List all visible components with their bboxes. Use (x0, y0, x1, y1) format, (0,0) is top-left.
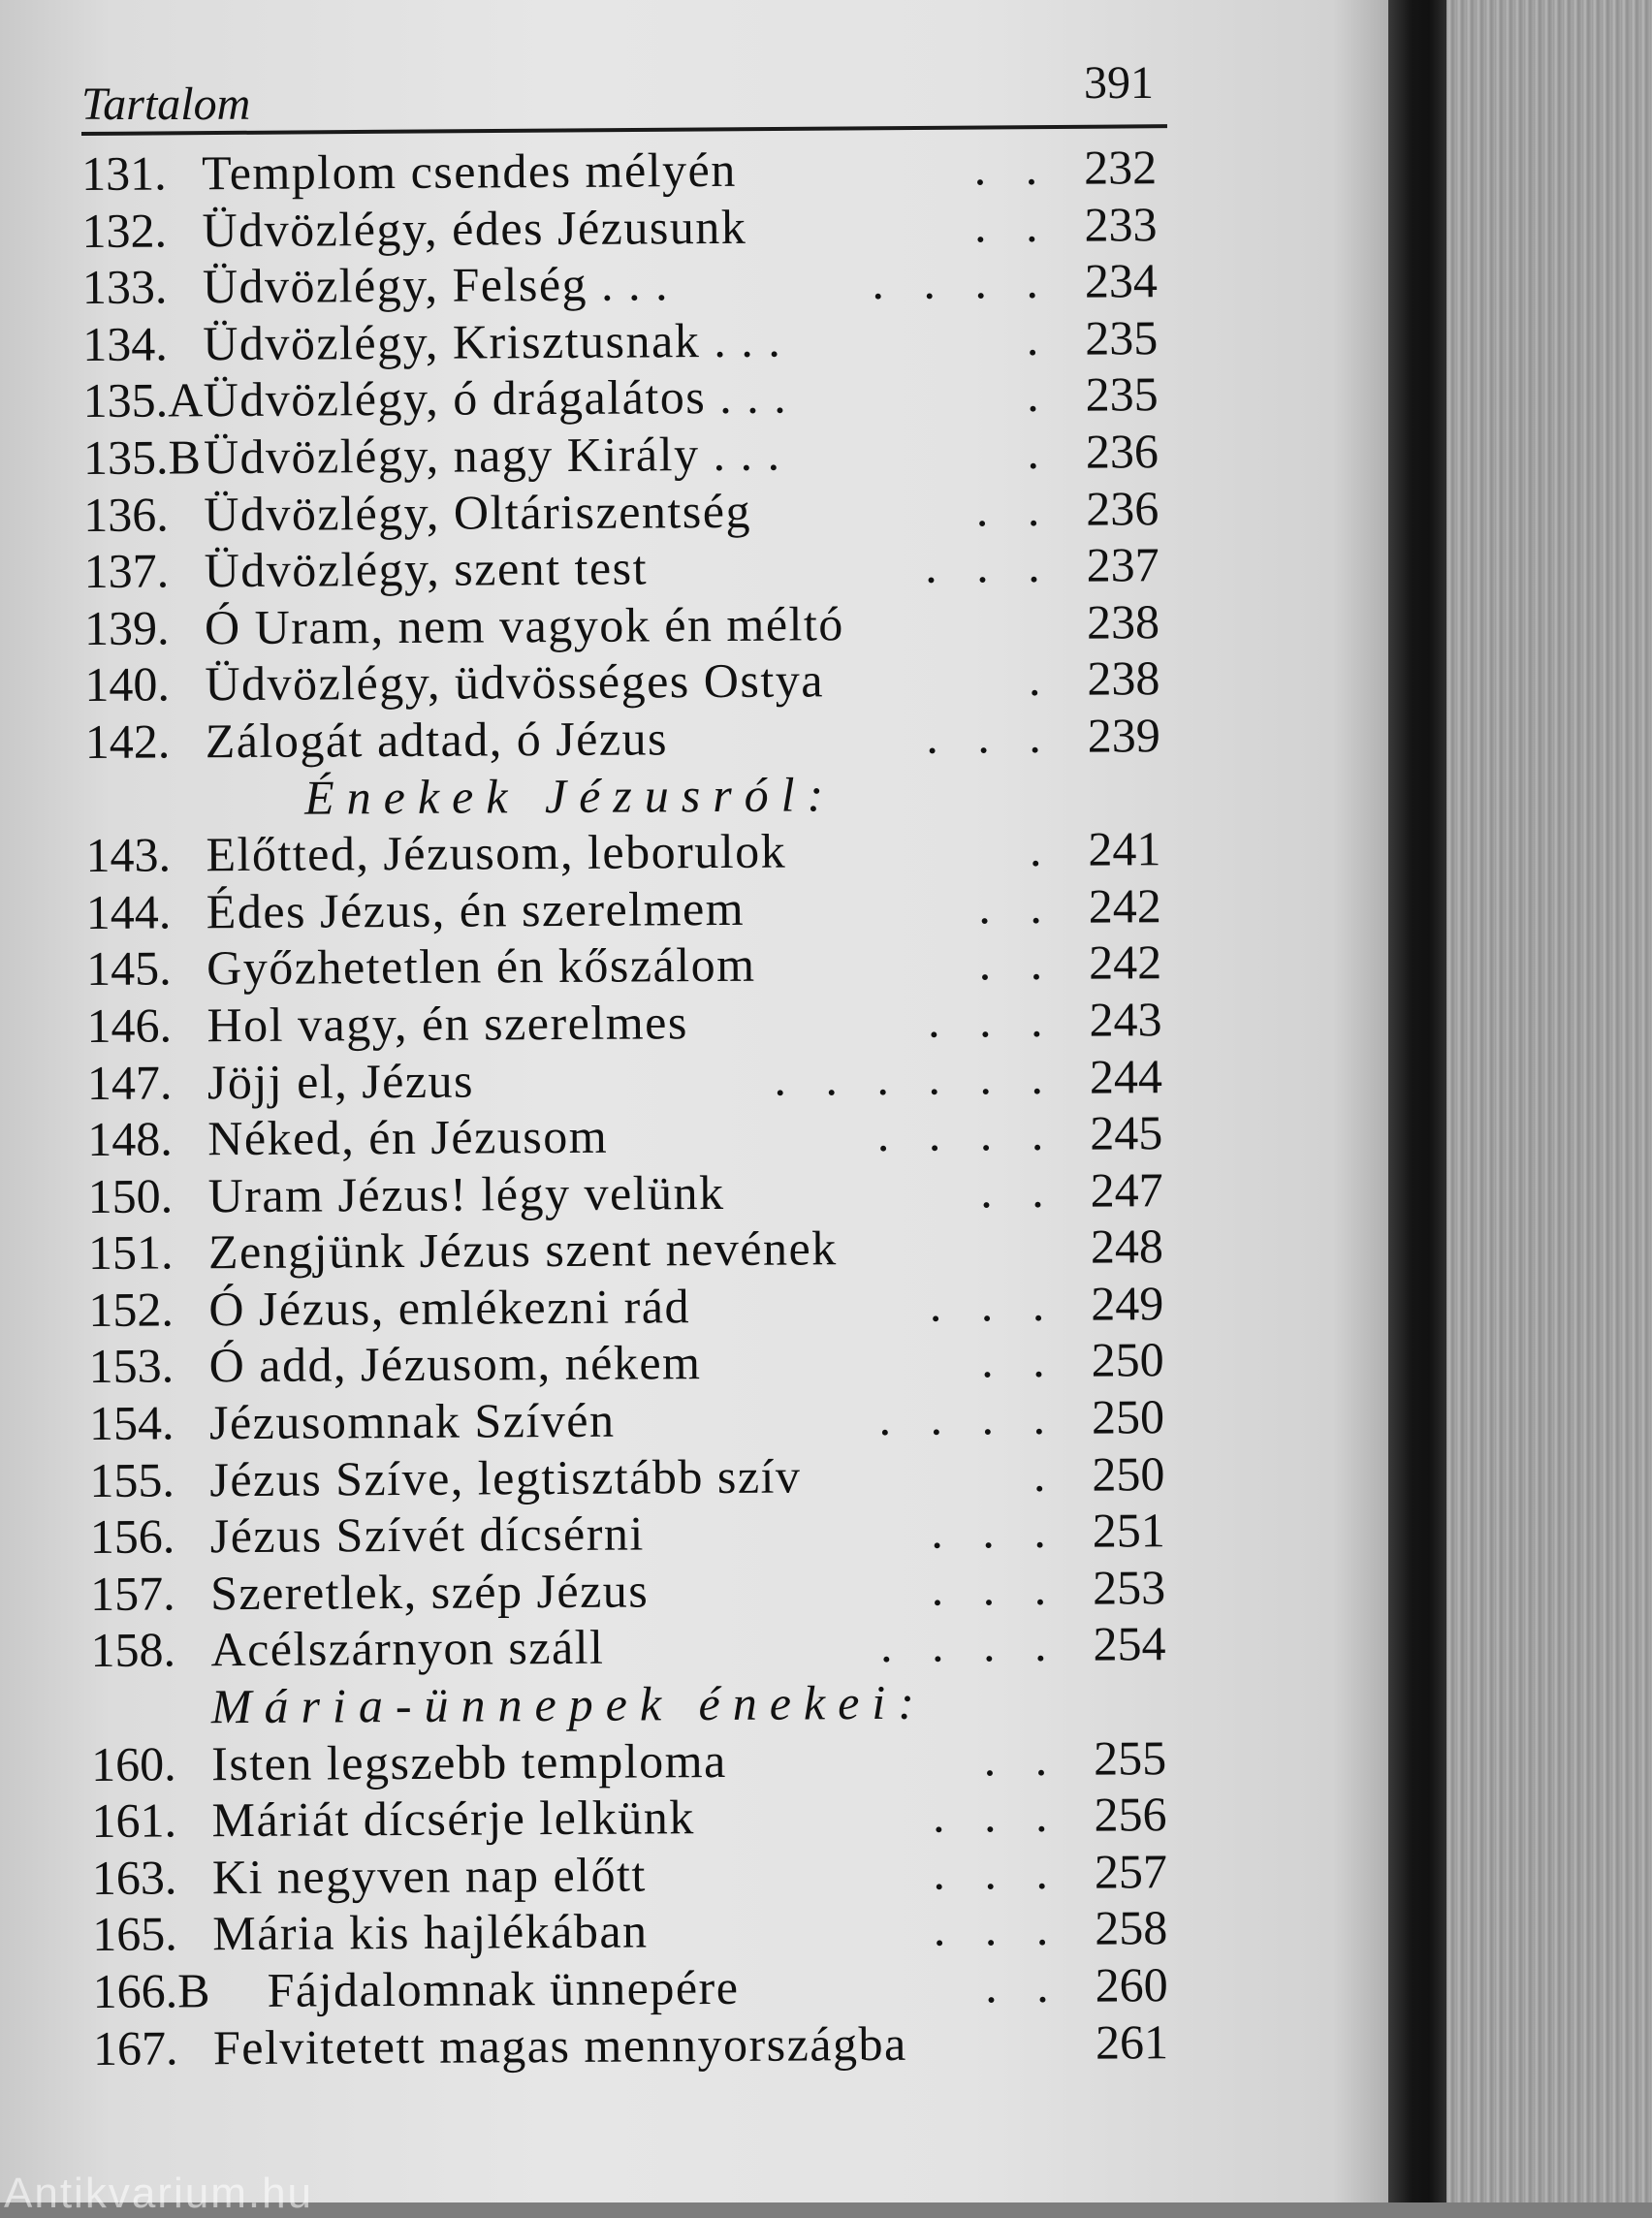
entry-page: 257 (1094, 1844, 1168, 1899)
toc-entry (82, 252, 1188, 316)
toc-entry (85, 820, 1191, 884)
entry-page: 235 (1085, 310, 1159, 365)
entry-page: 234 (1084, 253, 1159, 308)
toc-entry (82, 309, 1188, 373)
entry-page: 253 (1092, 1560, 1166, 1615)
toc-entry (88, 1218, 1193, 1282)
entry-number: 157. (89, 1566, 175, 1621)
toc-entry (87, 1048, 1192, 1112)
entry-page: 256 (1094, 1787, 1167, 1842)
entry-leader-dots: . . . (932, 1788, 1062, 1843)
entry-leader-dots: . . . . . . (774, 1049, 1058, 1106)
book-spine (1388, 0, 1446, 2202)
entry-title: Édes Jézus, én szerelmem (206, 880, 746, 938)
entry-number: 158. (90, 1622, 176, 1678)
entry-leader-dots: . . (981, 1333, 1059, 1388)
toc-entry (90, 1502, 1195, 1566)
entry-leader-dots: . (1029, 822, 1056, 877)
entry-number: 153. (88, 1338, 175, 1394)
toc-entry (83, 423, 1189, 487)
toc-entry (83, 480, 1189, 544)
entry-title: Üdvözlégy, nagy Király . . . (203, 426, 781, 485)
entry-page: 261 (1095, 2013, 1169, 2070)
entry-title: Előtted, Jézusom, leborulok (206, 823, 787, 882)
entry-page: 250 (1091, 1389, 1165, 1444)
entry-leader-dots: . . . (929, 1276, 1059, 1332)
entry-title: Templom csendes mélyén (202, 142, 737, 201)
entry-title: Máriát dícsérje lelkünk (211, 1790, 695, 1848)
entry-leader-dots: . . (978, 935, 1057, 991)
entry-leader-dots: . . . (931, 1560, 1061, 1616)
entry-title: Jézus Szívét dícsérni (209, 1505, 645, 1564)
toc-entry (87, 1104, 1192, 1168)
toc-entry (91, 1729, 1196, 1793)
toc-entry (84, 650, 1190, 713)
entry-number: 139. (83, 600, 170, 655)
entry-leader-dots: . . (975, 481, 1054, 536)
entry-number: 131. (81, 145, 167, 201)
entry-leader-dots: . . . (933, 1844, 1063, 1900)
entry-number: 135.B (82, 429, 201, 485)
running-header-title: Tartalom (81, 79, 251, 130)
toc-entry (86, 991, 1191, 1055)
entry-title: Fájdalomnak ünnepére (267, 1959, 740, 2017)
section-title: Mária-ünnepek énekei: (210, 1674, 928, 1734)
toc-entry (90, 1559, 1195, 1623)
toc-entry (92, 1899, 1197, 1963)
entry-number: 146. (86, 998, 173, 1053)
watermark: Antikvarium.hu (4, 2170, 314, 2217)
toc-entry (85, 707, 1191, 771)
entry-leader-dots: . (1028, 651, 1055, 707)
entry-number: 136. (83, 487, 169, 542)
toc-entry (81, 196, 1187, 260)
entry-leader-dots: . (1026, 310, 1053, 365)
entry-page: 242 (1088, 935, 1162, 990)
entry-leader-dots: . . . (926, 708, 1055, 764)
entry-title: Acélszárnyon száll (210, 1620, 605, 1677)
entry-page: 247 (1090, 1161, 1163, 1218)
book-cover-edge (1446, 0, 1652, 2202)
entry-number: 142. (84, 713, 171, 769)
entry-page: 254 (1093, 1616, 1166, 1672)
entry-title: Ki negyven nap előtt (211, 1847, 648, 1905)
entry-number: 165. (92, 1906, 177, 1962)
entry-leader-dots: . . (983, 1730, 1062, 1786)
entry-number: 140. (84, 656, 171, 713)
entry-title: Jézusomnak Szívén (208, 1392, 616, 1450)
entry-number: 137. (83, 543, 170, 599)
entry-page: 242 (1088, 877, 1161, 934)
entry-number: 161. (91, 1792, 177, 1849)
entry-title: Hol vagy, én szerelmes (206, 995, 688, 1053)
entry-leader-dots: . . (973, 140, 1052, 196)
entry-leader-dots: . (1027, 424, 1054, 480)
entry-title: Üdvözlégy, Oltáriszentség (204, 483, 752, 541)
entry-leader-dots: . . (978, 878, 1056, 935)
entry-leader-dots: . . . (927, 992, 1057, 1048)
entry-number: 135.A (82, 372, 204, 428)
entry-number: 143. (85, 827, 172, 883)
entry-title: Szeretlek, szép Jézus (209, 1563, 650, 1621)
entry-page: 249 (1091, 1276, 1164, 1331)
entry-leader-dots: . . . (924, 538, 1054, 593)
entry-page: 244 (1089, 1048, 1163, 1104)
toc-entry (84, 536, 1190, 600)
entry-leader-dots: . . . (933, 1901, 1063, 1957)
entry-number: 160. (91, 1736, 176, 1791)
entry-page: 232 (1083, 140, 1158, 195)
entry-title: Isten legszebb temploma (211, 1732, 727, 1790)
entry-page: 241 (1088, 821, 1161, 876)
entry-title: Üdvözlégy, üdvösséges Ostya (205, 652, 825, 712)
entry-number: 152. (88, 1282, 175, 1337)
entry-number: 163. (91, 1850, 177, 1905)
entry-number: 148. (87, 1111, 173, 1167)
entry-number: 147. (86, 1054, 173, 1110)
section-heading (85, 764, 1191, 828)
entry-leader-dots: . . . (931, 1504, 1060, 1559)
entry-number: 166.B (92, 1963, 210, 2018)
entry-number: 132. (81, 203, 168, 258)
section-title: Énekek Jézusról: (303, 766, 837, 825)
entry-title: Zálogát adtad, ó Jézus (205, 711, 669, 769)
entry-page: 239 (1087, 708, 1160, 763)
toc-entry (89, 1445, 1194, 1509)
entry-number: 134. (82, 316, 168, 371)
entry-page: 248 (1090, 1219, 1164, 1274)
entry-page: 260 (1095, 1957, 1168, 2012)
entry-page: 245 (1090, 1105, 1163, 1160)
toc-entry (86, 934, 1191, 998)
toc-entry (90, 1615, 1195, 1679)
toc-entry (84, 593, 1190, 657)
toc-entry (82, 365, 1188, 429)
entry-leader-dots: . . (973, 197, 1052, 252)
entry-page: 238 (1087, 650, 1160, 707)
entry-title: Üdvözlégy, Felség . . . (202, 256, 670, 314)
section-heading (91, 1672, 1196, 1736)
entry-page: 233 (1084, 196, 1158, 252)
toc-entry (93, 2013, 1198, 2077)
toc-entry (89, 1388, 1194, 1452)
entry-leader-dots: . . (979, 1162, 1058, 1219)
toc-entry (92, 1956, 1197, 2020)
entry-page: 243 (1089, 992, 1162, 1047)
entry-title: Győzhetetlen én kőszálom (206, 937, 756, 996)
entry-title: Üdvözlégy, szent test (204, 540, 649, 598)
entry-title: Néked, én Jézusom (207, 1108, 609, 1166)
entry-number: 155. (89, 1452, 175, 1507)
entry-page: 255 (1094, 1729, 1167, 1786)
entry-title: Üdvözlégy, Krisztusnak . . . (203, 312, 782, 371)
entry-number: 144. (85, 884, 172, 939)
entry-number: 167. (92, 2020, 178, 2075)
entry-title: Üdvözlégy, édes Jézusunk (202, 199, 747, 257)
entry-number: 154. (88, 1395, 175, 1451)
entry-title: Jézus Szíve, legtisztább szív (209, 1448, 802, 1506)
entry-leader-dots: . . . . (878, 1389, 1060, 1446)
entry-title: Zengjünk Jézus szent nevének (207, 1220, 838, 1280)
entry-leader-dots: . . . . (872, 254, 1053, 310)
entry-title: Jöjj el, Jézus (206, 1053, 475, 1109)
entry-page: 251 (1092, 1503, 1165, 1558)
entry-page: 238 (1086, 593, 1160, 650)
toc-entry (81, 139, 1187, 203)
entry-title: Ó Uram, nem vagyok én méltó (204, 595, 844, 654)
entry-title: Mária kis hajlékában (212, 1903, 649, 1961)
entry-leader-dots: . . (984, 1957, 1063, 2013)
toc-entry (89, 1331, 1194, 1395)
entry-page: 236 (1085, 424, 1160, 479)
entry-page: 237 (1086, 537, 1160, 592)
entry-number: 145. (86, 940, 172, 997)
entry-title: Uram Jézus! légy velünk (207, 1164, 725, 1222)
entry-leader-dots: . (1032, 1446, 1060, 1502)
entry-title: Ó add, Jézusom, nékem (208, 1335, 702, 1393)
entry-title: Felvitetett magas mennyországba (212, 2015, 907, 2075)
entry-leader-dots: . . . . (879, 1617, 1061, 1673)
entry-number: 133. (81, 259, 168, 315)
entry-page: 235 (1085, 366, 1159, 423)
toc-entry (91, 1786, 1196, 1850)
entry-page: 250 (1091, 1332, 1164, 1388)
entry-page: 258 (1095, 1900, 1168, 1956)
entry-title: Üdvözlégy, ó drágalátos . . . (203, 368, 788, 428)
toc-entry (87, 1161, 1192, 1225)
toc-entry (86, 877, 1191, 941)
table-of-contents (81, 139, 1198, 2076)
entry-number: 156. (89, 1508, 175, 1565)
entry-number: 151. (87, 1224, 174, 1281)
entry-leader-dots: . . . . (876, 1105, 1058, 1162)
entry-leader-dots: . (1026, 367, 1053, 423)
entry-title: Ó Jézus, emlékezni rád (208, 1279, 691, 1337)
toc-entry (88, 1275, 1193, 1339)
toc-entry (92, 1843, 1197, 1907)
entry-page: 250 (1092, 1445, 1165, 1502)
entry-page: 236 (1086, 480, 1160, 536)
running-header-page-number: 391 (1084, 57, 1154, 109)
entry-number: 150. (87, 1168, 174, 1223)
